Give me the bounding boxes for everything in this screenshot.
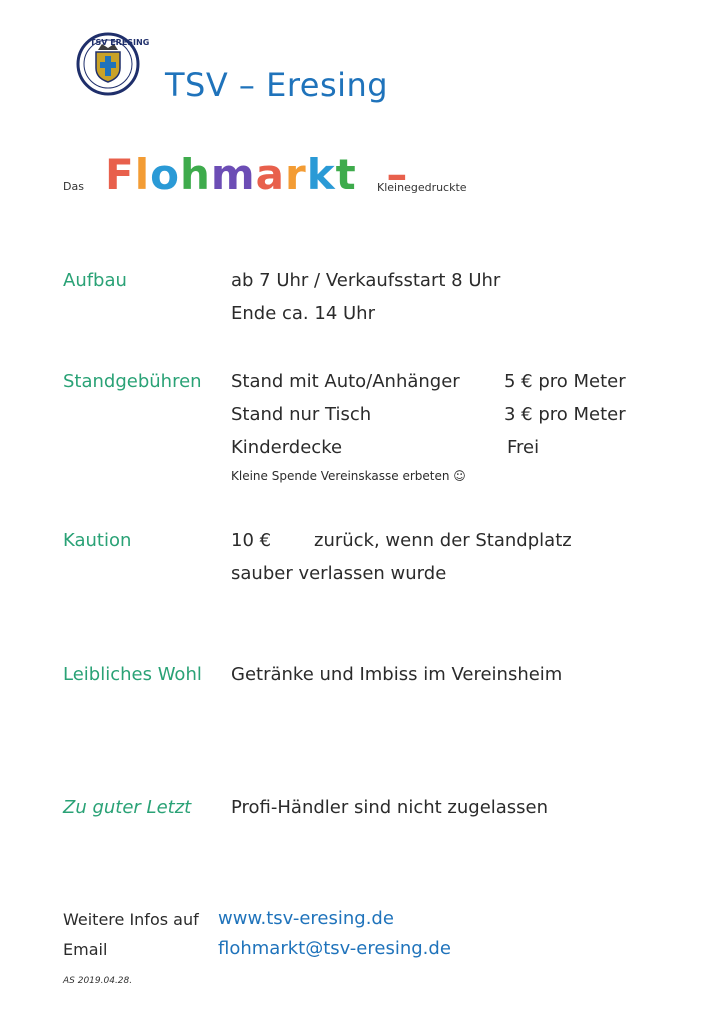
aufbau-line2: Ende ca. 14 Uhr — [231, 303, 375, 324]
label-kaution: Kaution — [63, 530, 132, 551]
title-letter: h — [179, 150, 211, 199]
title-letter: k — [306, 150, 336, 199]
fee-item: Stand nur Tisch — [231, 404, 372, 425]
title-letter: a — [255, 150, 285, 199]
title-letter: F — [105, 150, 135, 199]
title-letter: m — [210, 150, 256, 199]
fee-price: 3 € pro Meter — [504, 404, 626, 425]
label-aufbau: Aufbau — [63, 270, 127, 291]
deposit-line2: sauber verlassen wurde — [231, 563, 447, 584]
document-date: AS 2019.04.28. — [63, 976, 133, 986]
fee-price: 5 € pro Meter — [504, 371, 626, 392]
deposit-line1: zurück, wenn der Standplatz — [314, 530, 572, 551]
label-standgebuehren: Standgebühren — [63, 371, 202, 392]
donation-note: Kleine Spende Vereinskasse erbeten ☺ — [231, 469, 466, 483]
aufbau-line1: ab 7 Uhr / Verkaufsstart 8 Uhr — [231, 270, 501, 291]
club-name: TSV – Eresing — [165, 66, 389, 104]
email-link[interactable]: flohmarkt@tsv-eresing.de — [218, 938, 451, 959]
title-word — [105, 150, 357, 199]
email-label: Email — [63, 940, 108, 959]
label-letzt: Zu guter Letzt — [63, 797, 192, 818]
title-prefix: Das — [63, 180, 84, 193]
logo-text: TSV ERESING — [90, 38, 150, 47]
letzt-text: Profi-Händler sind nicht zugelassen — [231, 797, 549, 818]
label-wohl: Leibliches Wohl — [63, 664, 202, 685]
fee-price: Frei — [507, 437, 540, 458]
title-letter: t — [335, 150, 357, 199]
fee-item: Stand mit Auto/Anhänger — [231, 371, 460, 392]
title-letter: o — [150, 150, 180, 199]
title-suffix: Kleinegedruckte — [377, 181, 467, 194]
title-flohmarkt — [105, 150, 408, 199]
title-dash: – — [386, 150, 409, 199]
title-letter: r — [284, 150, 307, 199]
website-link[interactable]: www.tsv-eresing.de — [218, 908, 394, 929]
wohl-text: Getränke und Imbiss im Vereinsheim — [231, 664, 563, 685]
deposit-amount: 10 € — [231, 530, 272, 551]
fee-item: Kinderdecke — [231, 437, 343, 458]
title-letter: l — [134, 150, 151, 199]
info-label: Weitere Infos auf — [63, 910, 199, 929]
